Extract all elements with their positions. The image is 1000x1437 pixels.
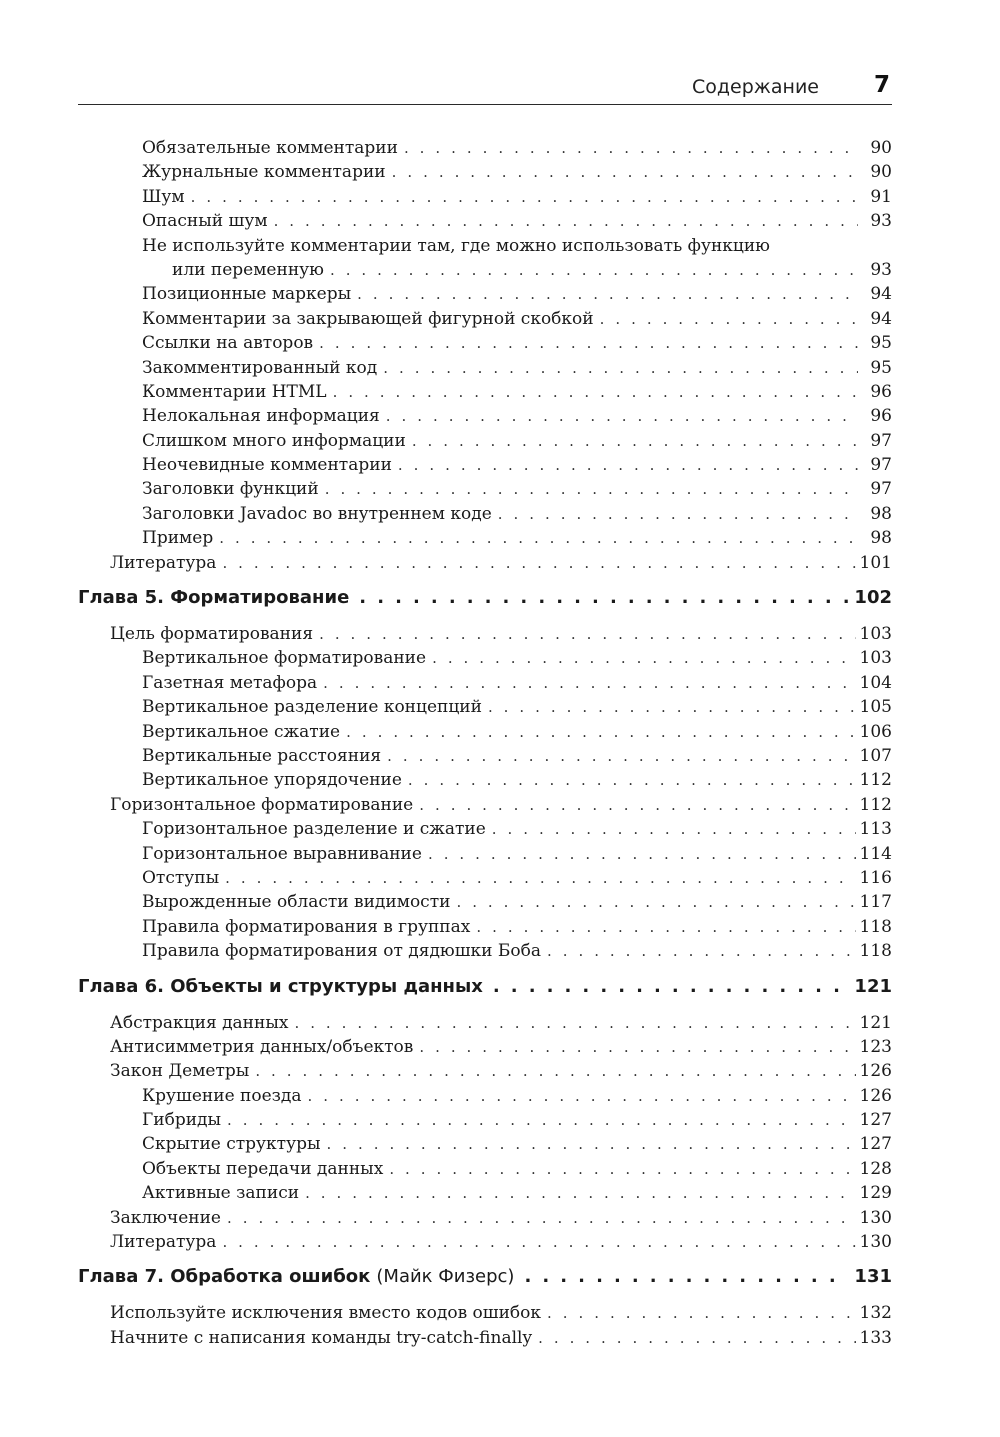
toc-entry — [78, 868, 892, 892]
leader-dots — [392, 163, 858, 181]
header-title: Содержание — [692, 76, 819, 98]
header-page-number: 7 — [873, 72, 890, 98]
toc-entry — [78, 795, 892, 819]
toc-entry-text-line1: Не используйте комментарии там, где можно использовать функцию — [142, 235, 770, 256]
leader-dots — [389, 1160, 855, 1178]
leader-dots — [547, 1304, 856, 1322]
toc-entry-page: 96 — [870, 406, 892, 427]
table-of-contents — [78, 138, 892, 1352]
toc-entry-text: Пример — [142, 528, 214, 549]
toc-entry-text: Гибриды — [142, 1110, 222, 1131]
leader-dots — [227, 1111, 856, 1129]
toc-entry — [78, 892, 892, 916]
toc-entry-text: Заголовки функций — [142, 479, 319, 500]
toc-entry — [78, 697, 892, 721]
toc-entry-text: Комментарии за закрывающей фигурной скобкой — [142, 308, 594, 329]
toc-entry — [78, 648, 892, 672]
toc-entry — [78, 504, 892, 528]
leader-dots — [222, 1233, 855, 1251]
chapter-title: Глава 6. Объекты и структуры данных — [78, 975, 483, 997]
toc-entry-text: Журнальные комментарии — [142, 162, 386, 183]
toc-entry-text: Нелокальная информация — [142, 406, 380, 427]
toc-entry-page: 98 — [870, 503, 892, 524]
leader-dots — [408, 771, 856, 789]
chapter-heading-7 — [78, 1266, 892, 1303]
chapter-6-entries — [78, 1013, 892, 1257]
leader-dots — [327, 1135, 856, 1153]
leader-dots — [305, 1184, 855, 1202]
toc-entry — [78, 431, 892, 455]
leader-dots — [398, 456, 858, 474]
toc-entry — [78, 844, 892, 868]
chapter-page: 121 — [854, 975, 892, 997]
toc-entry — [78, 1232, 892, 1256]
leader-dots — [524, 1266, 848, 1287]
leader-dots — [274, 212, 858, 230]
toc-entry-page: 132 — [859, 1303, 892, 1324]
leader-dots — [498, 505, 858, 523]
toc-entry-page: 129 — [859, 1183, 892, 1204]
chapter-title: Глава 7. Обработка ошибок — [78, 1266, 371, 1288]
leader-dots — [428, 845, 856, 863]
toc-entry — [78, 624, 892, 648]
toc-entry — [78, 333, 892, 357]
toc-entry — [78, 1037, 892, 1061]
toc-entry-page: 127 — [859, 1134, 892, 1155]
leader-dots — [308, 1087, 856, 1105]
leader-dots — [330, 261, 858, 279]
toc-entry-text: Правила форматирования в группах — [142, 916, 471, 937]
chapter-title: Глава 5. Форматирование — [78, 587, 350, 609]
toc-entry-page: 126 — [859, 1061, 892, 1082]
toc-entry-text: Вертикальные расстояния — [142, 746, 382, 766]
toc-entry-page: 95 — [870, 333, 892, 354]
toc-entry-text: Вырожденные области видимости — [142, 892, 451, 913]
toc-entry — [78, 162, 892, 186]
toc-entry — [78, 1328, 892, 1352]
toc-entry-page: 104 — [859, 672, 892, 693]
toc-entry-text: Начните с написания команды try-catch-finally — [110, 1327, 533, 1348]
toc-entry-page: 112 — [859, 794, 892, 815]
toc-entry-text: Литература — [110, 1232, 217, 1253]
toc-entry-page: 98 — [870, 528, 892, 549]
toc-entry-text: Вертикальное форматирование — [142, 648, 427, 669]
toc-entry-page: 113 — [859, 819, 892, 840]
toc-entry-page: 123 — [859, 1036, 892, 1057]
leader-dots — [456, 893, 855, 911]
toc-entry — [78, 211, 892, 235]
toc-entry — [78, 1086, 892, 1110]
leader-dots — [538, 1329, 855, 1347]
toc-entry — [78, 1159, 892, 1183]
leader-dots — [432, 649, 855, 667]
toc-entry-text: Литература — [110, 552, 217, 573]
toc-entry — [78, 479, 892, 503]
leader-dots — [387, 747, 855, 765]
leader-dots — [319, 334, 858, 352]
toc-entry-page: 133 — [859, 1327, 892, 1348]
leader-dots — [492, 820, 856, 838]
chapter-7-entries — [78, 1303, 892, 1352]
toc-entry-page: 93 — [870, 211, 892, 232]
toc-entry-page: 91 — [870, 186, 892, 207]
toc-entry-page: 118 — [859, 941, 892, 962]
toc-entry-text: Горизонтальное разделение и сжатие — [142, 819, 486, 840]
toc-entry-text: Горизонтальное форматирование — [110, 794, 414, 815]
toc-entry-text: Обязательные комментарии — [142, 138, 398, 158]
toc-entry-page: 126 — [859, 1085, 892, 1106]
toc-entry — [78, 941, 892, 965]
toc-entry-page: 90 — [870, 162, 892, 183]
toc-entry — [78, 187, 892, 211]
toc-entry — [78, 746, 892, 770]
toc-entry-text: Абстракция данных — [110, 1012, 289, 1033]
leader-dots — [191, 188, 858, 206]
toc-entry-text: Ссылки на авторов — [142, 333, 314, 354]
toc-entry-page: 95 — [870, 357, 892, 378]
leader-dots — [476, 918, 855, 936]
toc-entry — [78, 284, 892, 308]
toc-entry — [78, 1208, 892, 1232]
toc-entry-text: Скрытие структуры — [142, 1134, 321, 1155]
toc-entry-page: 93 — [870, 259, 892, 280]
toc-entry — [78, 138, 892, 162]
leader-dots — [222, 554, 855, 572]
leader-dots — [294, 1014, 855, 1032]
toc-entry-page: 112 — [859, 770, 892, 791]
toc-entry — [78, 528, 892, 552]
toc-entry-text: Используйте исключения вместо кодов ошибок — [110, 1303, 542, 1324]
leader-dots — [547, 942, 856, 960]
leader-dots — [383, 359, 858, 377]
leader-dots — [419, 1038, 855, 1056]
toc-entry-page: 130 — [859, 1232, 892, 1253]
chapter-heading-5 — [78, 587, 892, 624]
toc-entry-page: 107 — [859, 746, 892, 766]
leader-dots — [333, 383, 858, 401]
toc-entry-text: Отступы — [142, 867, 220, 888]
toc-entry — [78, 1134, 892, 1158]
leader-dots — [404, 139, 858, 157]
toc-entry — [78, 1110, 892, 1134]
running-header — [78, 70, 892, 105]
toc-entry-page: 117 — [859, 892, 892, 913]
leader-dots — [600, 310, 858, 328]
toc-entry-page: 105 — [859, 697, 892, 718]
chapter-page: 102 — [854, 587, 892, 609]
toc-entry — [78, 382, 892, 406]
toc-entry — [78, 1013, 892, 1037]
toc-entry — [78, 406, 892, 430]
toc-entry — [78, 722, 892, 746]
leader-dots — [255, 1062, 855, 1080]
toc-entry-page: 128 — [859, 1158, 892, 1179]
leader-dots — [493, 976, 848, 997]
leader-dots — [419, 796, 855, 814]
toc-entry — [78, 1303, 892, 1327]
toc-entry — [78, 309, 892, 333]
chapter-page: 131 — [854, 1266, 892, 1288]
toc-entry-text: Заключение — [110, 1207, 221, 1228]
chapter-author: (Майк Физерс) — [376, 1266, 515, 1288]
toc-entry-page: 121 — [859, 1012, 892, 1033]
toc-entry-text: Цель форматирования — [110, 624, 314, 645]
toc-entry-page: 96 — [870, 381, 892, 402]
toc-entry-page: 90 — [870, 138, 892, 158]
leader-dots — [412, 432, 858, 450]
leader-dots — [386, 407, 858, 425]
toc-entry-text: Объекты передачи данных — [142, 1158, 384, 1179]
leader-dots — [227, 1209, 856, 1227]
toc-entry-page: 118 — [859, 916, 892, 937]
toc-entry-text: Вертикальное разделение концепций — [142, 697, 482, 718]
toc-entry-page: 103 — [859, 624, 892, 645]
toc-entry — [78, 819, 892, 843]
toc-entry-page: 116 — [859, 867, 892, 888]
toc-entry-text: Вертикальное сжатие — [142, 721, 341, 742]
toc-entry-text: Неочевидные комментарии — [142, 455, 392, 476]
toc-entry-text: Крушение поезда — [142, 1085, 302, 1106]
toc-entry — [78, 1183, 892, 1207]
toc-entry-text-line2: или переменную — [172, 259, 324, 280]
leader-dots — [325, 480, 858, 498]
toc-entry-page: 114 — [859, 843, 892, 864]
toc-entry-wrapped — [78, 236, 892, 285]
chapter-heading-6 — [78, 976, 892, 1013]
toc-entry-page: 97 — [870, 430, 892, 451]
toc-entry-text: Слишком много информации — [142, 430, 406, 451]
toc-entry-page: 101 — [859, 552, 892, 573]
leader-dots — [357, 285, 858, 303]
toc-entry — [78, 673, 892, 697]
toc-entry-page: 130 — [859, 1207, 892, 1228]
toc-entry — [78, 770, 892, 794]
toc-entry-page: 106 — [859, 721, 892, 742]
toc-entry — [78, 1061, 892, 1085]
toc-entry-text: Закомментированный код — [142, 357, 378, 378]
toc-entry-text: Вертикальное упорядочение — [142, 770, 402, 791]
leader-dots — [225, 869, 855, 887]
chapter-5-entries — [78, 624, 892, 965]
toc-entry-page: 94 — [870, 284, 892, 305]
toc-entry-page: 94 — [870, 308, 892, 329]
toc-entry-text: Опасный шум — [142, 211, 268, 232]
leader-dots — [488, 698, 856, 716]
toc-entry-text: Комментарии HTML — [142, 381, 327, 402]
toc-entry-page: 97 — [870, 479, 892, 500]
toc-entry — [78, 553, 892, 577]
toc-entry — [78, 455, 892, 479]
toc-entry — [78, 358, 892, 382]
toc-entry-text: Заголовки Javadoc во внутреннем коде — [142, 503, 492, 524]
toc-entry-text: Активные записи — [142, 1183, 300, 1204]
toc-entry-page: 127 — [859, 1110, 892, 1131]
toc-entry-text: Правила форматирования от дядюшки Боба — [142, 941, 541, 962]
toc-entry — [78, 917, 892, 941]
leader-dots — [219, 529, 858, 547]
leader-dots — [323, 674, 855, 692]
leader-dots — [346, 723, 855, 741]
leader-dots — [319, 625, 855, 643]
toc-entry-text: Горизонтальное выравнивание — [142, 843, 422, 864]
toc-entry-page: 97 — [870, 455, 892, 476]
toc-entry-text: Газетная метафора — [142, 672, 318, 693]
toc-entry-text: Шум — [142, 186, 185, 207]
toc-entry-text: Антисимметрия данных/объектов — [110, 1036, 414, 1057]
toc-entry-text: Закон Деметры — [110, 1061, 250, 1082]
toc-entry-page: 103 — [859, 648, 892, 669]
toc-entry-text: Позиционные маркеры — [142, 284, 352, 305]
leader-dots — [359, 587, 848, 608]
